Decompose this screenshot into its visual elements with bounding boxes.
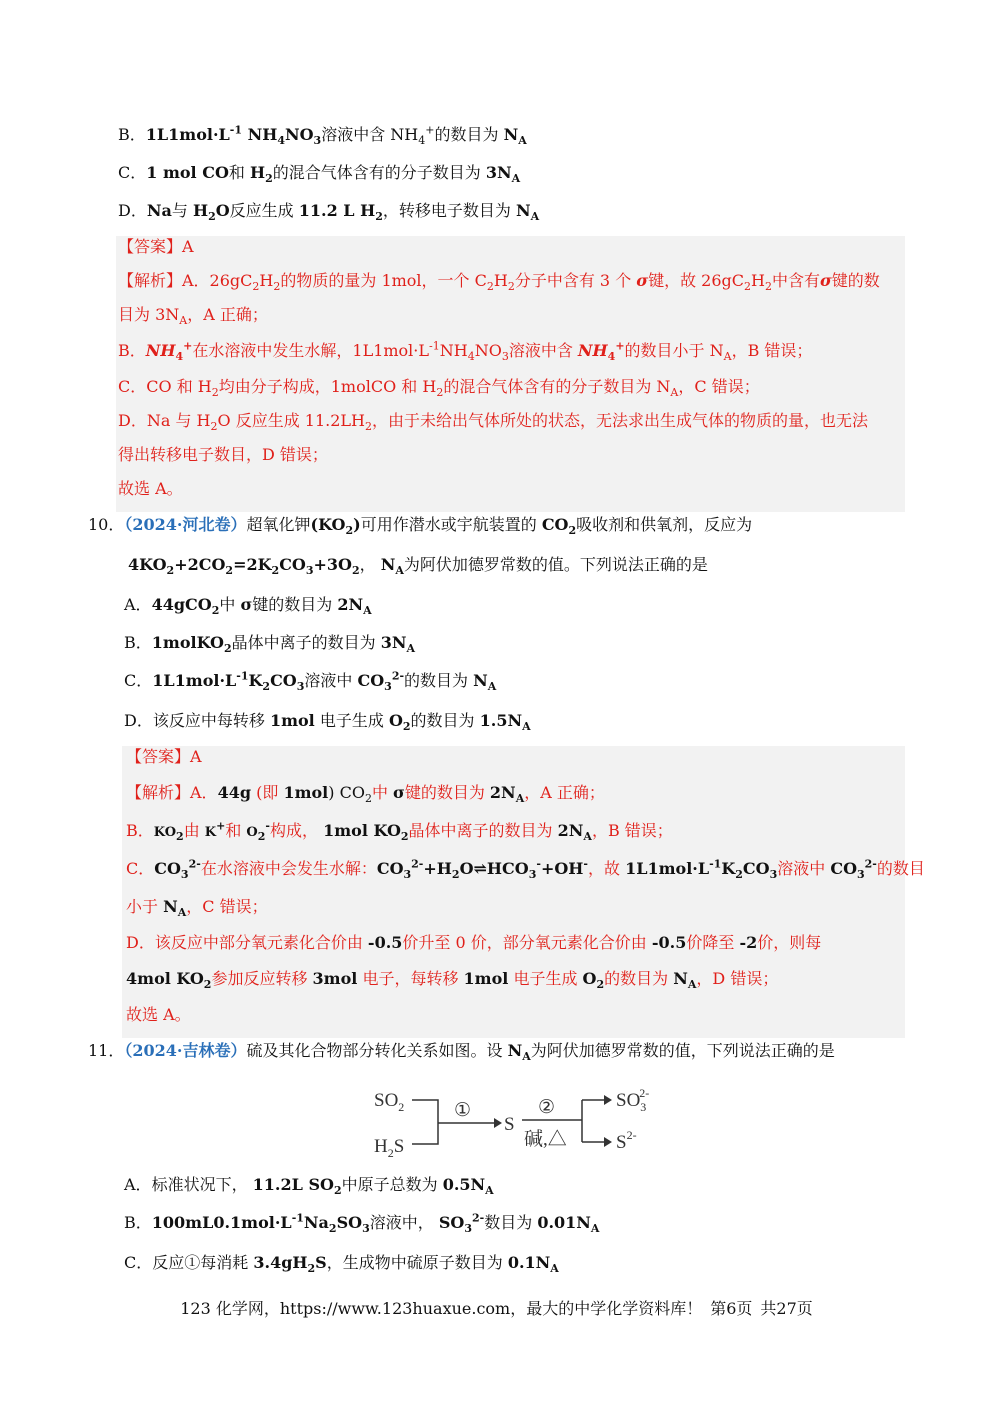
q9-option-d: D．Na与 $H_2O$反应生成 11.2 L $H_2$，转移电子数目为 $N_A$ <box>118 201 540 224</box>
step2-label: ② <box>538 1097 556 1118</box>
page-footer <box>0 1296 993 1319</box>
bracket-line <box>412 1100 438 1144</box>
q10-analysis-c-line2: 小于 $N_A$，C 错误； <box>126 897 268 920</box>
q10-option-b: B．1molKO$_2$晶体中离子的数目为 $3N_A$ <box>124 633 416 656</box>
so3-label: $SO_32-$ <box>616 1086 650 1114</box>
q10-analysis-b: B．$KO_2$由 K+和 $O_2^-$构成， 1mol $KO_2$晶体中离子的数目为 $2N_A$，B 错误； <box>126 819 673 844</box>
q9-analysis-c: C．CO 和 $H_2$均由分子构成，1molCO 和 $H_2$的混合气体含有的分子数目为 $N_A$，C 错误； <box>118 377 760 400</box>
step1-arrowhead <box>494 1118 502 1128</box>
q9-conclusion: 故选 A。 <box>118 479 183 498</box>
q10-option-c: C．$1L1mol\cdot L^{-1}K_2CO_3$溶液中 $CO_3^{2-}$的数目为 $N_A$ <box>124 669 497 694</box>
q9-analysis-d-line2: 得出转移电子数目，D 错误； <box>118 445 328 464</box>
condition-label: 碱,△ <box>524 1129 567 1150</box>
s2-arrowhead <box>604 1137 612 1147</box>
q10-analysis-c-line1: C．$CO_3^{2-}$在水溶液中会发生水解：$CO_3^{2-}+H_2O\rightleftharpoons HCO_3^-+OH^-$，故 $1L1mol\cdot L^{-1}K_2CO_3$溶液中 $CO_3^{2-}$的数目 <box>126 857 925 882</box>
q10-conclusion: 故选 A。 <box>126 1005 191 1024</box>
q10-answer-line: 【答案】A <box>126 747 202 766</box>
q10-analysis-a: 【解析】A．44g (即 1mol) $CO_2$中 σ键的数目为 $2N_A$，A 正确； <box>126 783 605 806</box>
footer-page-number: 第6页 <box>710 1299 753 1318</box>
q11-stem: 11．（2024·吉林卷）硫及其化合物部分转化关系如图。设 $N_A$为阿伏加德罗常数的值，下列说法正确的是 <box>88 1041 835 1064</box>
so3-arrowhead <box>604 1095 612 1105</box>
s2-label: $S^{2-}$ <box>616 1128 637 1153</box>
q9-analysis-d-line1: D．Na 与 $H_2O$ 反应生成 $11.2LH_2$，由于未给出气体所处的状态，无法求出生成气体的物质的量，也无法 <box>118 411 869 434</box>
s-label: S <box>504 1114 515 1135</box>
q11-option-a: A．标准状况下， 11.2L $SO_2$中原子总数为 $0.5N_A$ <box>124 1175 494 1198</box>
h2s-label: $H_2S$ <box>374 1136 405 1160</box>
q10-equation: $4KO_2+2CO_2=2K_2CO_3+3O_2$， $N_A$为阿伏加德罗常数的值。下列说法正确的是 <box>128 555 708 578</box>
q11-option-b: B．$100mL0.1mol\cdot L^{-1}Na_2SO_3$溶液中， $SO_3^{2-}$数目为 $0.01N_A$ <box>124 1211 600 1236</box>
footer-site-text: 123 化学网，https://www.123huaxue.com，最大的中学化学资料库！ <box>180 1299 703 1318</box>
q10-stem-line1: 10．（2024·河北卷）超氧化钾$(KO_2)$可用作潜水或宇航装置的 $CO_2$吸收剂和供氧剂，反应为 <box>88 515 753 538</box>
footer-total-pages: 共27页 <box>760 1299 813 1318</box>
q11-option-c: C．反应①每消耗 $3.4gH_2S$，生成物中硫原子数目为 $0.1N_A$ <box>124 1253 559 1276</box>
q10-option-d: D．该反应中每转移 1mol 电子生成 $O_2$的数目为 $1.5N_A$ <box>124 711 531 734</box>
sulfur-conversion-diagram <box>368 1082 668 1160</box>
so2-label: $SO_2$ <box>374 1090 405 1114</box>
q10-analysis-d-line1: D．该反应中部分氧元素化合价由 -0.5价升至 0 价，部分氧元素化合价由 -0.5价降至 -2价，则每 <box>126 933 822 952</box>
q9-analysis-b: B．$NH_4^+$在水溶液中发生水解，$1L1mol\cdot L^{-1}NH_4NO_3$溶液中含 $NH_4^+$的数目小于 $N_A$，B 错误； <box>118 339 813 364</box>
q9-analysis-a-line1: 【解析】A．$26gC_2H_2$的物质的量为 1mol，一个 $C_2H_2$分子中含有 3 个 σ键，故 $26gC_2H_2$中含有σ键的数 <box>118 271 880 294</box>
q10-analysis-d-line2: 4mol $KO_2$参加反应转移 3mol 电子，每转移 1mol 电子生成 $O_2$的数目为 $N_A$，D 错误； <box>126 969 779 992</box>
q9-analysis-a-line2: 目为 $3N_A$，A 正确； <box>118 305 268 328</box>
q10-option-a: A．44gCO$_2$中 σ键的数目为 $2N_A$ <box>124 595 372 618</box>
step1-label: ① <box>454 1100 472 1121</box>
q9-answer-line: 【答案】A <box>118 237 194 256</box>
q9-option-b: B．$1L1mol\cdot L^{-1}$ $NH_4NO_3$溶液中含 $NH_4^+$的数目为 $N_A$ <box>118 123 527 148</box>
q9-option-c: C．1 mol CO和 $H_2$的混合气体含有的分子数目为 $3N_A$ <box>118 163 521 186</box>
